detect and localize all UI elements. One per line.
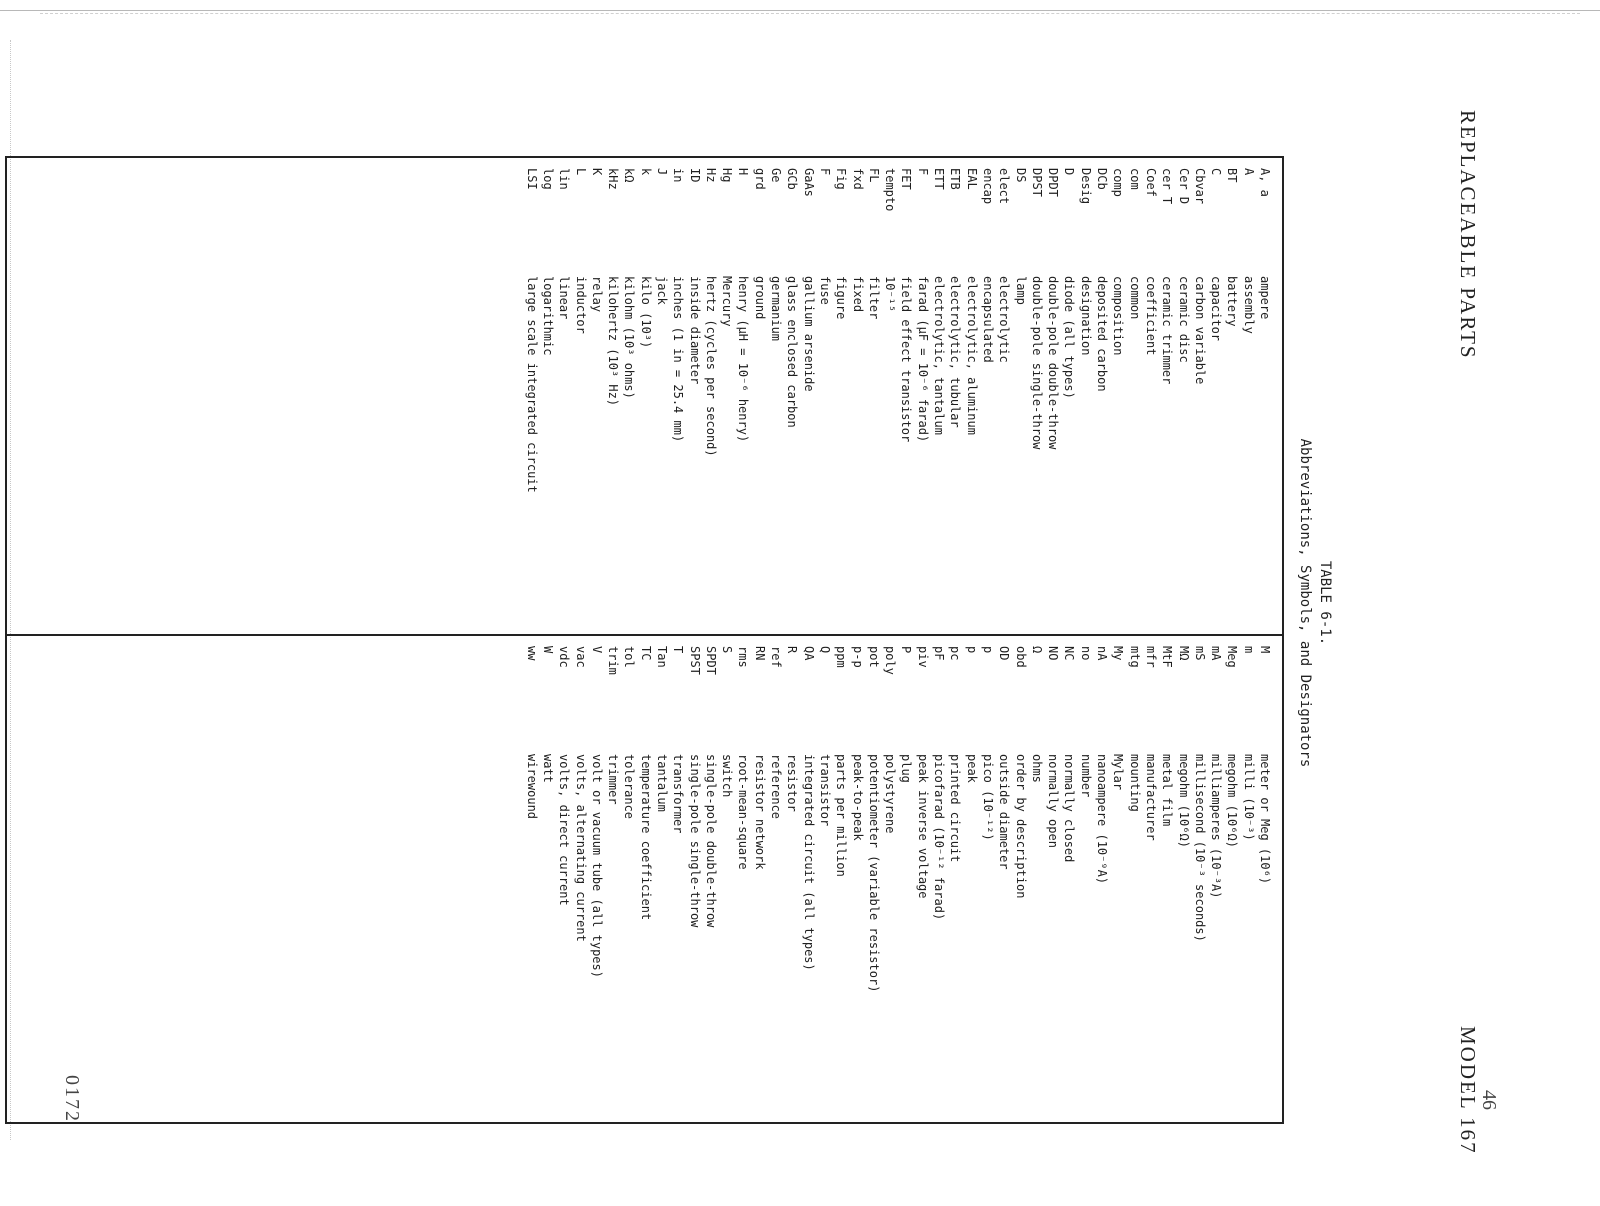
table-row <box>572 646 588 1116</box>
abbreviation: Ge <box>769 168 784 183</box>
table-row <box>914 168 930 630</box>
meaning: single-pole single-throw <box>687 754 702 928</box>
meaning: large scale integrated circuit <box>524 276 539 493</box>
abbreviation: A, a <box>1258 168 1272 197</box>
abbreviation: ref <box>769 646 784 668</box>
meaning: germanium <box>769 276 784 342</box>
table-row <box>1061 168 1077 630</box>
abbreviation: F <box>817 168 832 176</box>
meaning: number <box>1078 754 1093 798</box>
meaning: electrolytic, aluminum <box>964 276 979 435</box>
meaning: integrated circuit (all types) <box>801 754 816 971</box>
abbreviation: P <box>899 646 914 654</box>
abbreviation: ww <box>524 646 539 661</box>
meaning: kilohertz (10³ Hz) <box>606 276 621 407</box>
table-row <box>654 168 670 630</box>
table-row <box>768 646 784 1116</box>
abbreviation: TC <box>638 646 653 661</box>
table-row <box>882 646 898 1116</box>
meaning: kilohm (10³ ohms) <box>622 276 637 399</box>
abbreviation: nA <box>1095 646 1110 661</box>
table-row <box>556 646 572 1116</box>
meaning: Mylar <box>1111 754 1126 791</box>
meaning: inside diameter <box>687 276 702 385</box>
table-row <box>540 646 556 1116</box>
abbreviation: Fig <box>834 168 849 190</box>
meaning: volts, direct current <box>557 754 572 906</box>
table-row <box>947 168 963 630</box>
abbreviation: mS <box>1192 646 1207 661</box>
abbreviation: elect <box>997 168 1012 205</box>
meaning: composition <box>1111 276 1126 356</box>
meaning: electrolytic <box>997 276 1012 363</box>
abbreviation: RN <box>752 646 767 661</box>
abbreviation: poly <box>883 646 898 675</box>
table-row <box>637 168 653 630</box>
meaning: common <box>1127 276 1142 320</box>
table-row <box>849 646 865 1116</box>
abbreviation: kHz <box>606 168 621 190</box>
meaning: 10⁻¹⁵ <box>883 276 898 313</box>
table-row <box>866 646 882 1116</box>
meaning: trimmer <box>606 754 621 805</box>
table-row <box>1175 168 1191 630</box>
abbreviation: SPDT <box>703 646 718 675</box>
meaning: volts, alternating current <box>573 754 588 942</box>
abbreviation: ID <box>687 168 702 183</box>
abbreviation: H <box>736 168 751 176</box>
abbreviation: vdc <box>557 646 572 668</box>
abbreviation: Q <box>817 646 832 654</box>
abbreviation: no <box>1078 646 1093 661</box>
meaning: temperature coefficient <box>638 754 653 921</box>
abbreviations-table <box>5 156 1284 1124</box>
meaning: tolerance <box>622 754 637 820</box>
abbreviation: Hg <box>720 168 735 183</box>
table-row <box>947 646 963 1116</box>
meaning: transformer <box>671 754 686 834</box>
table-row <box>556 168 572 630</box>
abbreviation: p <box>980 646 995 654</box>
table-row <box>1143 646 1159 1116</box>
abbreviation: p-p <box>850 646 865 668</box>
abbreviation: NC <box>1062 646 1077 661</box>
meaning: picofarad (10⁻¹² farad) <box>932 754 947 921</box>
table-row <box>1224 168 1240 630</box>
table-row <box>589 646 605 1116</box>
abbreviation: L <box>573 168 588 176</box>
table-row <box>670 646 686 1116</box>
abbreviation: rms <box>736 646 751 668</box>
abbreviation: DPST <box>1029 168 1044 197</box>
meaning: tantalum <box>655 754 670 812</box>
abbreviation: MΩ <box>1176 646 1191 661</box>
abbreviation: MtF <box>1160 646 1175 668</box>
table-row <box>719 646 735 1116</box>
table-row <box>589 168 605 630</box>
abbreviation: GaAs <box>801 168 816 197</box>
abbreviation: mfr <box>1143 646 1158 668</box>
meaning: capacitor <box>1209 276 1224 342</box>
table-row <box>752 646 768 1116</box>
abbreviation: Cer D <box>1176 168 1191 205</box>
table-row <box>686 646 702 1116</box>
meaning: root-mean-square <box>736 754 751 870</box>
table-caption: Abbreviations, Symbols, and Designators <box>1297 438 1313 768</box>
table-row <box>1077 168 1093 630</box>
abbreviation: M <box>1258 646 1272 654</box>
abbreviation: D <box>1062 168 1077 176</box>
table-row <box>817 168 833 630</box>
abbreviation: Tan <box>655 646 670 668</box>
table-row <box>817 646 833 1116</box>
table-row <box>735 646 751 1116</box>
table-row <box>1240 646 1256 1116</box>
table-row <box>686 168 702 630</box>
meaning: fuse <box>817 276 832 305</box>
meaning: milli (10⁻³) <box>1241 754 1256 841</box>
meaning: double-pole double-throw <box>1046 276 1061 450</box>
abbreviation: Hz <box>703 168 718 183</box>
meaning: ohms <box>1029 754 1044 783</box>
page-number: 46 <box>1478 1090 1500 1110</box>
meaning: filter <box>866 276 881 320</box>
table-row <box>963 168 979 630</box>
abbreviation: R <box>785 646 800 654</box>
table-title <box>1295 0 1335 1206</box>
abbreviation: log <box>540 168 555 190</box>
meaning: printed circuit <box>948 754 963 863</box>
abbreviation: lin <box>557 168 572 190</box>
section-title: REPLACEABLE PARTS <box>1456 110 1480 360</box>
table-row <box>1045 168 1061 630</box>
abbreviation: F <box>915 168 930 176</box>
abbreviation: com <box>1127 168 1142 190</box>
meaning: switch <box>720 754 735 798</box>
column-divider <box>7 634 1282 636</box>
meaning: inductor <box>573 276 588 334</box>
meaning: peak <box>964 754 979 783</box>
abbreviation: obd <box>1013 646 1028 668</box>
meaning: normally open <box>1046 754 1061 848</box>
meaning: megohm (10⁶Ω) <box>1225 754 1240 848</box>
meaning: carbon variable <box>1192 276 1207 385</box>
table-row <box>1257 646 1273 1116</box>
table-row <box>1126 168 1142 630</box>
abbreviation: Meg <box>1225 646 1240 668</box>
meaning: megohm (10⁶Ω) <box>1176 754 1191 848</box>
abbreviation: W <box>540 646 555 654</box>
abbreviation: p <box>964 646 979 654</box>
abbreviation: mA <box>1209 646 1224 661</box>
table-row <box>1045 646 1061 1116</box>
table-row <box>1110 646 1126 1116</box>
right-column <box>523 646 1273 1116</box>
meaning: coefficient <box>1143 276 1158 356</box>
abbreviation: encap <box>980 168 995 205</box>
abbreviation: A <box>1241 168 1256 176</box>
meaning: fixed <box>850 276 865 313</box>
meaning: encapsulated <box>980 276 995 363</box>
meaning: outside diameter <box>997 754 1012 870</box>
meaning: single-pole double-throw <box>703 754 718 928</box>
table-row <box>833 646 849 1116</box>
abbreviation: tol <box>622 646 637 668</box>
meaning: henry (μH = 10⁻⁶ henry) <box>736 276 751 443</box>
abbreviation: ETB <box>948 168 963 190</box>
table-label: TABLE 6-1. <box>1317 560 1333 646</box>
meaning: ceramic trimmer <box>1160 276 1175 385</box>
table-row <box>1094 646 1110 1116</box>
abbreviation: pF <box>932 646 947 661</box>
meaning: potentiometer (variable resistor) <box>866 754 881 993</box>
meaning: parts per million <box>834 754 849 877</box>
meaning: field effect transistor <box>899 276 914 443</box>
table-row <box>849 168 865 630</box>
abbreviation: Coef <box>1143 168 1158 197</box>
abbreviation: pot <box>866 646 881 668</box>
meaning: glass enclosed carbon <box>785 276 800 428</box>
abbreviation: DCb <box>1095 168 1110 190</box>
doc-code: 0172 <box>61 1075 83 1123</box>
meaning: logarithmic <box>540 276 555 356</box>
table-row <box>1061 646 1077 1116</box>
abbreviation: kΩ <box>622 168 637 183</box>
meaning: electrolytic, tubular <box>948 276 963 428</box>
table-row <box>1029 646 1045 1116</box>
abbreviation: DPDT <box>1046 168 1061 197</box>
abbreviation: My <box>1111 646 1126 661</box>
abbreviation: NO <box>1046 646 1061 661</box>
meaning: resistor <box>785 754 800 812</box>
abbreviation: comp <box>1111 168 1126 197</box>
table-row <box>1159 168 1175 630</box>
abbreviation: grd <box>752 168 767 190</box>
table-row <box>605 646 621 1116</box>
abbreviation: cer T <box>1160 168 1175 205</box>
table-row <box>1240 168 1256 630</box>
abbreviation: piv <box>915 646 930 668</box>
abbreviation: J <box>655 168 670 176</box>
meaning: reference <box>769 754 784 820</box>
meaning: polystyrene <box>883 754 898 834</box>
abbreviation: V <box>589 646 604 654</box>
abbreviation: BT <box>1225 168 1240 183</box>
abbreviation: FL <box>866 168 881 183</box>
abbreviation: FET <box>899 168 914 190</box>
meaning: ceramic disc <box>1176 276 1191 363</box>
meaning: manufacturer <box>1143 754 1158 841</box>
abbreviation: GCb <box>785 168 800 190</box>
meaning: peak inverse voltage <box>915 754 930 899</box>
meaning: transistor <box>817 754 832 827</box>
table-row <box>833 168 849 630</box>
meaning: battery <box>1225 276 1240 327</box>
abbreviation: tempto <box>883 168 898 212</box>
table-row <box>523 168 539 630</box>
table-row <box>768 168 784 630</box>
meaning: milliamperes (10⁻³A) <box>1209 754 1224 899</box>
meaning: normally closed <box>1062 754 1077 863</box>
meaning: peak-to-peak <box>850 754 865 841</box>
table-row <box>735 168 751 630</box>
table-row <box>1257 168 1273 630</box>
meaning: figure <box>834 276 849 320</box>
abbreviation: pc <box>948 646 963 661</box>
meaning: linear <box>557 276 572 320</box>
abbreviation: m <box>1241 646 1256 654</box>
table-row <box>1208 168 1224 630</box>
meaning: electrolytic, tantalum <box>932 276 947 435</box>
meaning: ampere <box>1258 276 1272 320</box>
table-row <box>703 646 719 1116</box>
abbreviation: C <box>1209 168 1224 176</box>
table-row <box>1159 646 1175 1116</box>
model-label: MODEL 167 <box>1456 1026 1480 1155</box>
meaning: designation <box>1078 276 1093 356</box>
meaning: deposited carbon <box>1095 276 1110 392</box>
table-row <box>931 646 947 1116</box>
table-row <box>800 646 816 1116</box>
abbreviation: OD <box>997 646 1012 661</box>
table-row <box>1224 646 1240 1116</box>
table-row <box>980 168 996 630</box>
table-row <box>931 168 947 630</box>
meaning: jack <box>655 276 670 305</box>
meaning: resistor network <box>752 754 767 870</box>
meaning: mounting <box>1127 754 1142 812</box>
abbreviation: ETT <box>932 168 947 190</box>
abbreviation: k <box>638 168 653 176</box>
table-row <box>784 168 800 630</box>
table-row <box>1143 168 1159 630</box>
meaning: watt <box>540 754 555 783</box>
meaning: ground <box>752 276 767 320</box>
table-row <box>1029 168 1045 630</box>
meaning: volt or vacuum tube (all types) <box>589 754 604 978</box>
meaning: double-pole single-throw <box>1029 276 1044 450</box>
meaning: meter or Meg (10⁶) <box>1258 754 1272 885</box>
meaning: lamp <box>1013 276 1028 305</box>
abbreviation: Desig <box>1078 168 1093 205</box>
meaning: millisecond (10⁻³ seconds) <box>1192 754 1207 942</box>
table-row <box>1192 646 1208 1116</box>
table-row <box>523 646 539 1116</box>
abbreviation: K <box>589 168 604 176</box>
abbreviation: EAL <box>964 168 979 190</box>
abbreviation: QA <box>801 646 816 661</box>
abbreviation: T <box>671 646 686 654</box>
abbreviation: trim <box>606 646 621 675</box>
table-row <box>703 168 719 630</box>
table-row <box>914 646 930 1116</box>
table-row <box>1208 646 1224 1116</box>
meaning: plug <box>899 754 914 783</box>
abbreviation: in <box>671 168 686 183</box>
table-row <box>866 168 882 630</box>
meaning: farad (μF = 10⁻⁶ farad) <box>915 276 930 443</box>
meaning: inches (1 in = 25.4 mm) <box>671 276 686 443</box>
abbreviation: fxd <box>850 168 865 190</box>
table-row <box>996 646 1012 1116</box>
table-row <box>719 168 735 630</box>
meaning: metal film <box>1160 754 1175 827</box>
abbreviation: mtg <box>1127 646 1142 668</box>
table-row <box>1110 168 1126 630</box>
table-row <box>898 168 914 630</box>
left-column <box>523 168 1273 630</box>
meaning: pico (10⁻¹²) <box>980 754 995 841</box>
table-row <box>572 168 588 630</box>
table-row <box>898 646 914 1116</box>
table-row <box>1012 646 1028 1116</box>
abbreviation: S <box>720 646 735 654</box>
meaning: hertz (cycles per second) <box>703 276 718 457</box>
meaning: kilo (10³) <box>638 276 653 349</box>
abbreviation: vac <box>573 646 588 668</box>
table-row <box>1126 646 1142 1116</box>
table-row <box>1077 646 1093 1116</box>
table-row <box>963 646 979 1116</box>
table-row <box>980 646 996 1116</box>
table-row <box>1094 168 1110 630</box>
table-row <box>1192 168 1208 630</box>
abbreviation: ppm <box>834 646 849 668</box>
abbreviation: DS <box>1013 168 1028 183</box>
abbreviation: LSI <box>524 168 539 190</box>
table-row <box>1012 168 1028 630</box>
table-row <box>621 168 637 630</box>
meaning: order by description <box>1013 754 1028 899</box>
table-row <box>621 646 637 1116</box>
table-row <box>654 646 670 1116</box>
table-row <box>752 168 768 630</box>
table-row <box>800 168 816 630</box>
table-row <box>996 168 1012 630</box>
table-row <box>670 168 686 630</box>
abbreviation: SPST <box>687 646 702 675</box>
table-row <box>637 646 653 1116</box>
table-row <box>784 646 800 1116</box>
meaning: relay <box>589 276 604 313</box>
abbreviation: Cbvar <box>1192 168 1207 205</box>
table-row <box>882 168 898 630</box>
abbreviation: Ω <box>1029 646 1044 654</box>
meaning: assembly <box>1241 276 1256 334</box>
meaning: diode (all types) <box>1062 276 1077 399</box>
meaning: nanoampere (10⁻⁹A) <box>1095 754 1110 885</box>
table-row <box>540 168 556 630</box>
table-row <box>1175 646 1191 1116</box>
table-row <box>605 168 621 630</box>
meaning: wirewound <box>524 754 539 820</box>
meaning: Mercury <box>720 276 735 327</box>
meaning: gallium arsenide <box>801 276 816 392</box>
